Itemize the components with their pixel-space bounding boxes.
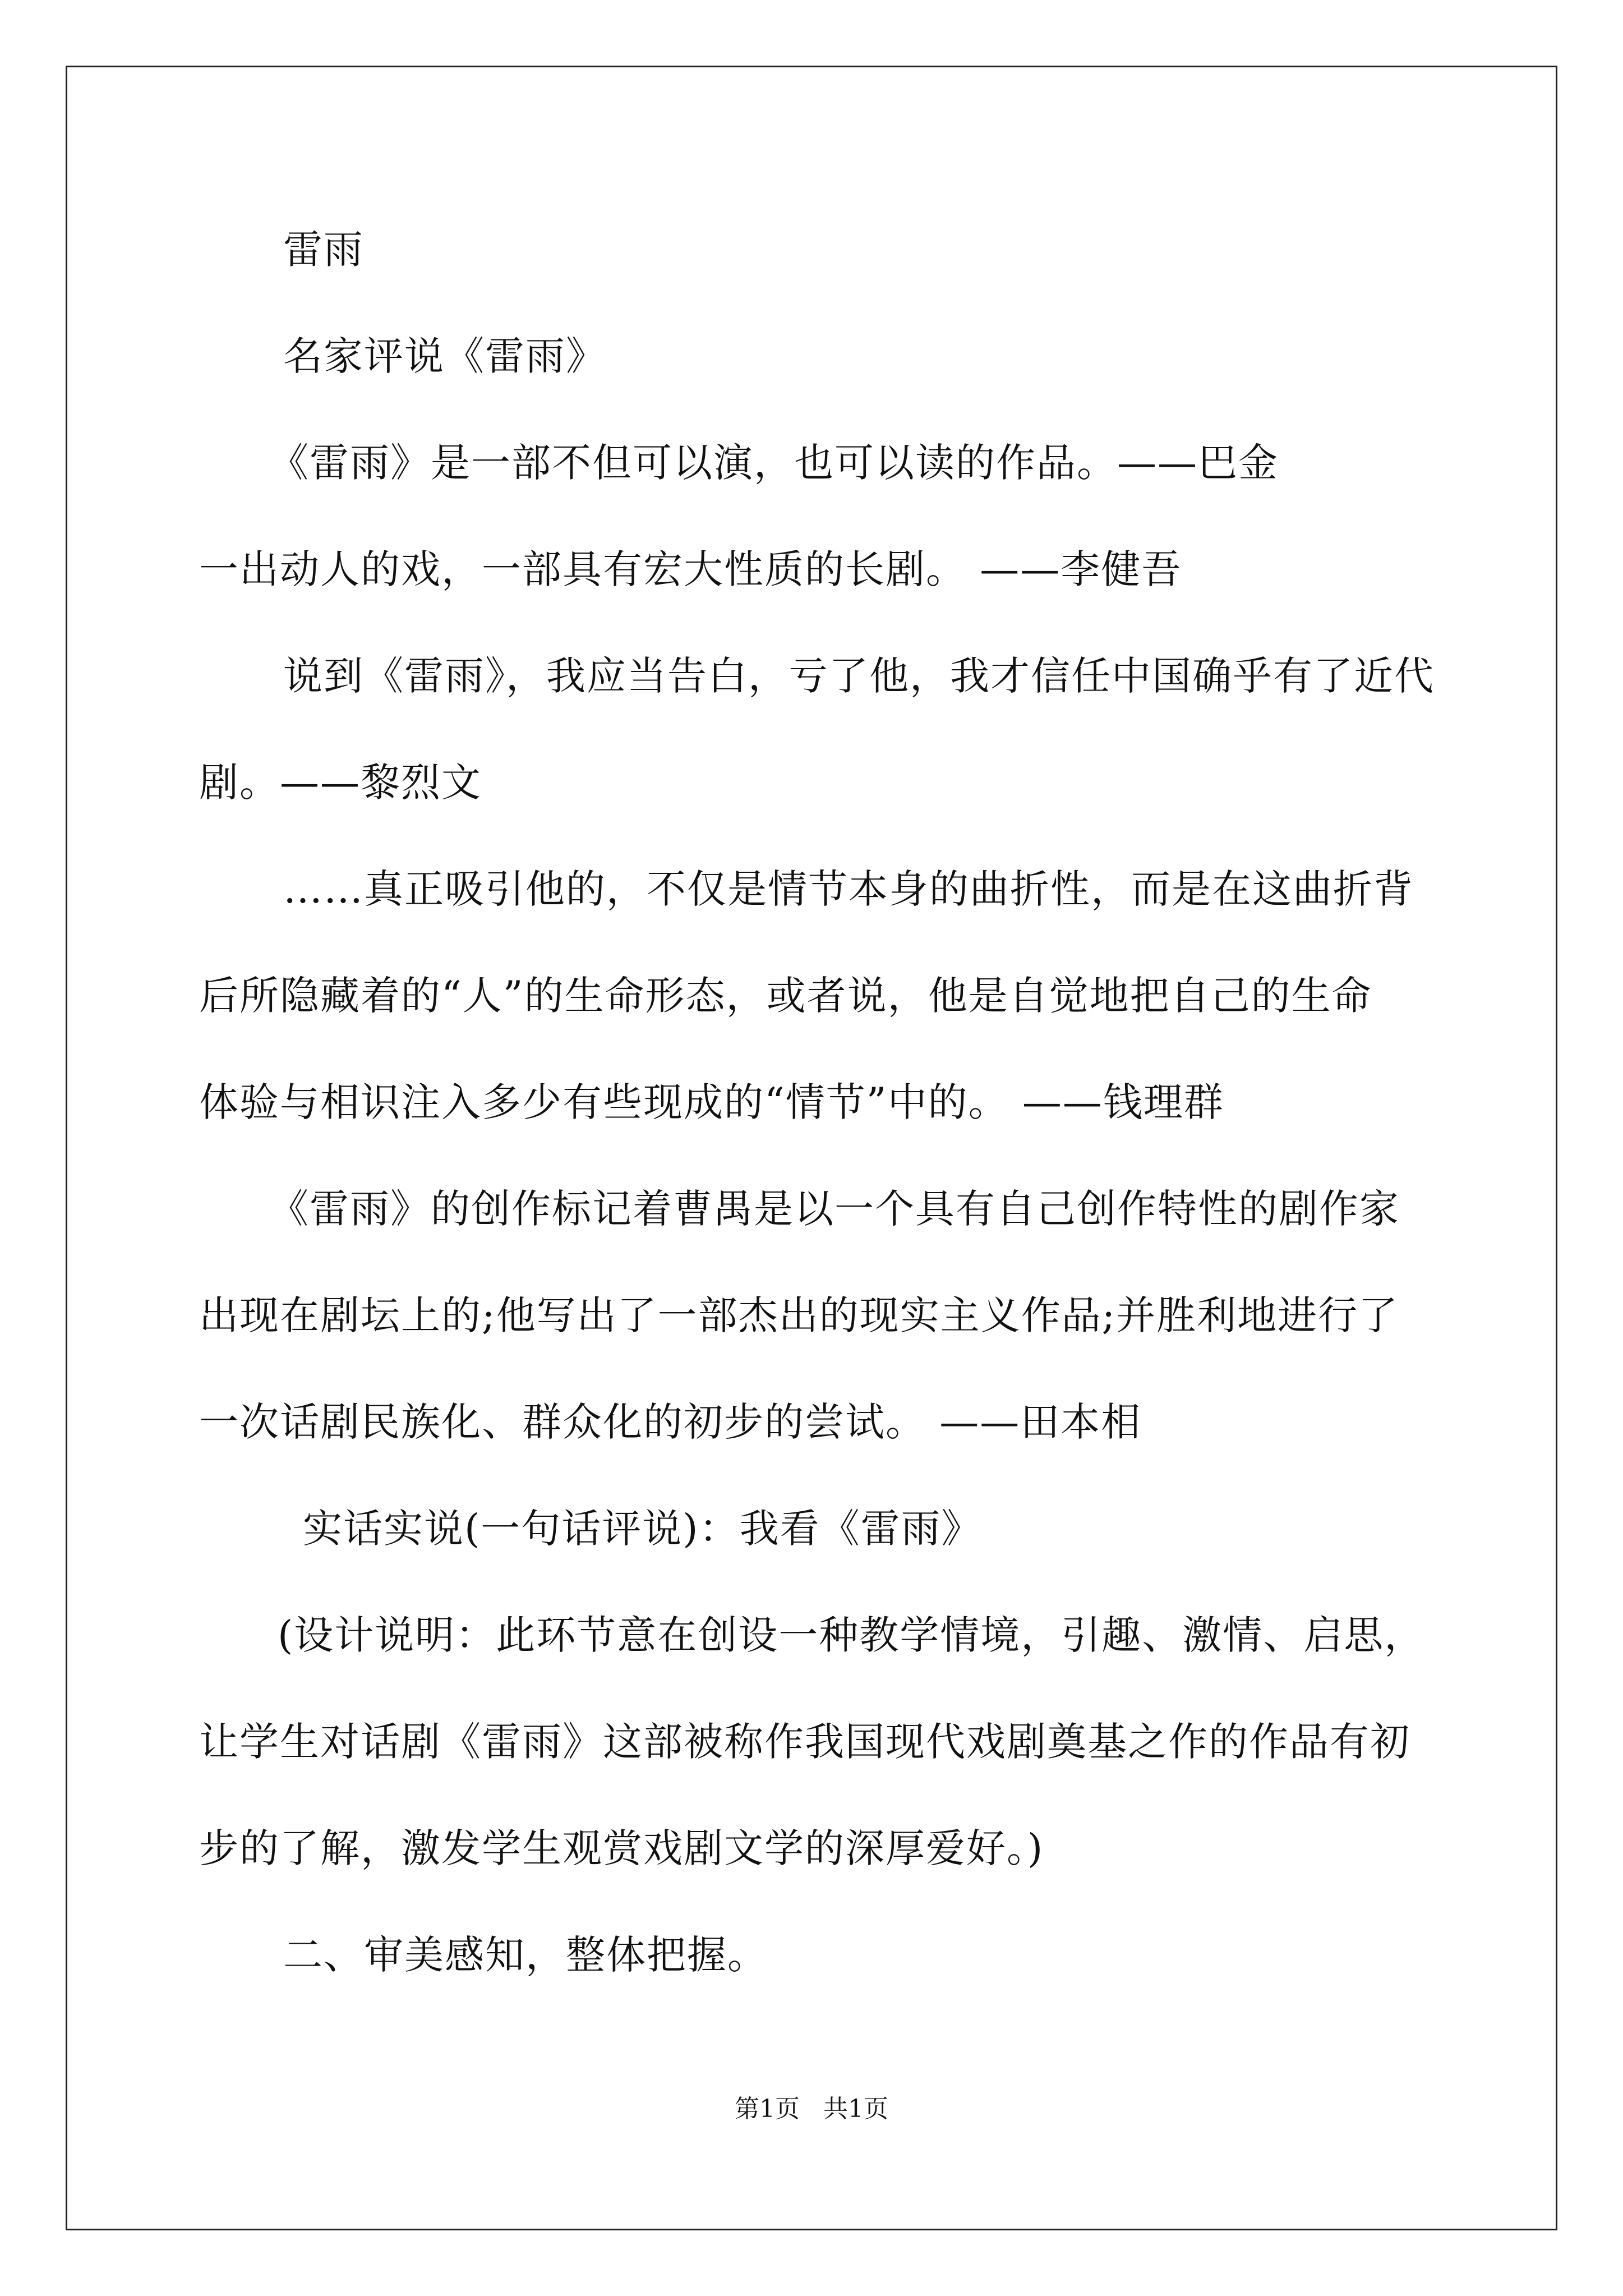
page-footer [0,2092,1623,2126]
quote-qianliqun-line1: ……真正吸引他的，不仅是情节本身的曲折性，而是在这曲折背 [283,866,1414,912]
section-two-heading: 二、审美感知，整体把握。 [283,1932,768,1978]
section-heading: 名家评说《雷雨》 [283,333,606,379]
page-number: 第1页 [735,2095,800,2123]
quote-bajin: 《雷雨》是一部不但可以演，也可以读的作品。——巴金 [269,440,1279,486]
page-border [66,66,1557,2230]
quote-qianliqun-line2: 后所隐藏着的“人”的生命形态，或者说，他是自觉地把自己的生命 [199,973,1372,1019]
quote-tianbenxiang-line1: 《雷雨》的创作标记着曹禺是以一个具有自己创作特性的剧作家 [269,1186,1400,1232]
doc-title: 雷雨 [283,227,364,273]
prompt-line: 实话实说(一句话评说)：我看《雷雨》 [303,1506,982,1552]
quote-tianbenxiang-line3: 一次话剧民族化、群众化的初步的尝试。 ——田本相 [199,1399,1142,1445]
quote-tianbenxiang-line2: 出现在剧坛上的;他写出了一部杰出的现实主义作品;并胜利地进行了 [199,1292,1399,1338]
quote-qianliqun-line3: 体验与相识注入多少有些现成的“情节”中的。 ——钱理群 [199,1079,1224,1125]
design-note-line3: 步的了解，激发学生观赏戏剧文学的深厚爱好。) [199,1825,1044,1871]
design-note-line1: (设计说明：此环节意在创设一种教学情境，引趣、激情、启思， [278,1612,1425,1658]
quote-liliewen-line1: 说到《雷雨》，我应当告白，亏了他，我才信任中国确乎有了近代 [283,653,1435,699]
page-total: 共1页 [823,2095,888,2123]
design-note-line2: 让学生对话剧《雷雨》这部被称作我国现代戏剧奠基之作的作品有初 [199,1719,1410,1765]
quote-liliewen-line2: 剧。——黎烈文 [199,760,482,806]
quote-lijianwu: 一出动人的戏，一部具有宏大性质的长剧。 ——李健吾 [199,546,1182,592]
